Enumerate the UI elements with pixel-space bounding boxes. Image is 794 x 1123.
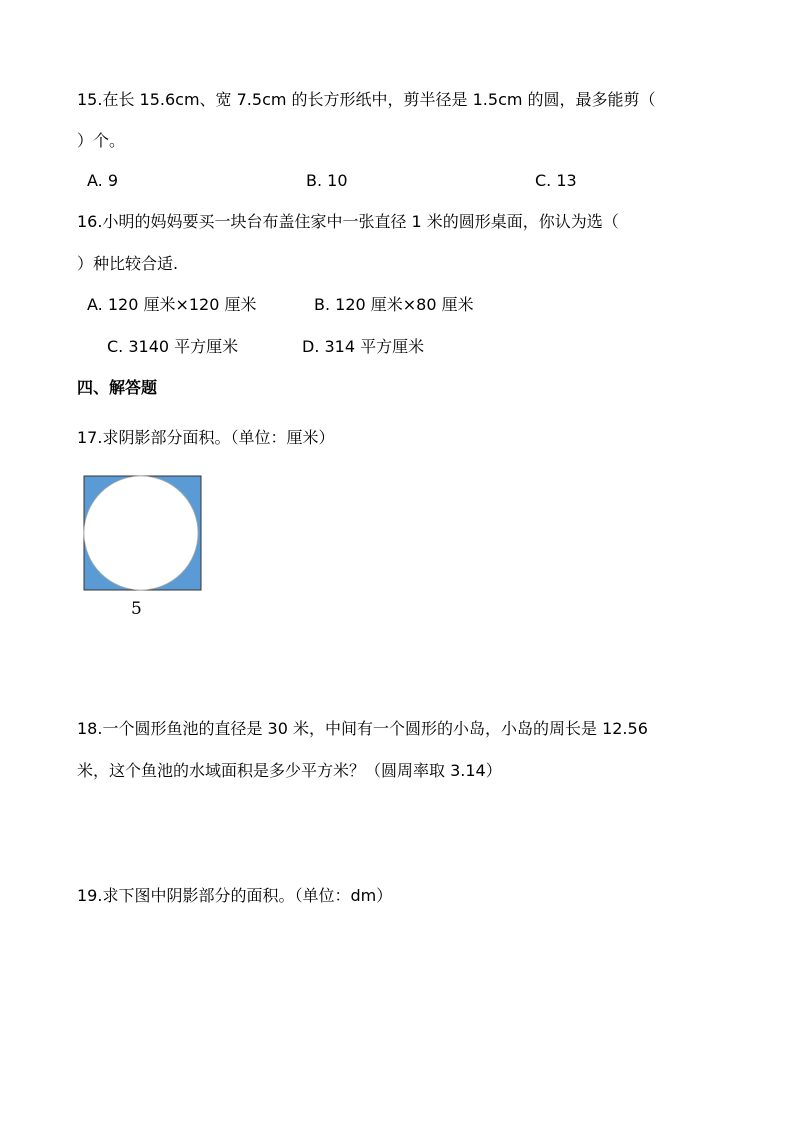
q16-option-a: A. 120 厘米×120 厘米 <box>87 295 257 314</box>
q19-stem: 19.求下图中阴影部分的面积。（单位：dm） <box>77 886 393 905</box>
q16-stem-line2: ）种比较合适. <box>77 254 179 273</box>
q18-stem-line1: 18.一个圆形鱼池的直径是 30 米，中间有一个圆形的小岛，小岛的周长是 12.56 <box>77 719 648 738</box>
q16-stem-line1: 16.小明的妈妈要买一块台布盖住家中一张直径 1 米的圆形桌面，你认为选（ <box>77 212 619 231</box>
q15-option-a: A. 9 <box>87 171 119 190</box>
q15-option-b: B. 10 <box>306 171 348 190</box>
white-circle <box>84 476 198 590</box>
q16-option-b: B. 120 厘米×80 厘米 <box>314 295 474 314</box>
q17-stem: 17.求阴影部分面积。（单位：厘米） <box>77 428 335 447</box>
q17-square-circle-figure <box>82 475 204 593</box>
q17-side-length-label: 5 <box>131 599 142 619</box>
q15-stem-line2: ）个。 <box>77 131 126 150</box>
q15-stem-line1: 15.在长 15.6cm、宽 7.5cm 的长方形纸中，剪半径是 1.5cm 的圆，最多能剪（ <box>77 90 656 109</box>
q16-option-c: C. 3140 平方厘米 <box>107 337 239 356</box>
q15-option-c: C. 13 <box>535 171 577 190</box>
q18-stem-line2: 米，这个鱼池的水域面积是多少平方米？（圆周率取 3.14） <box>77 761 502 780</box>
q16-option-d: D. 314 平方厘米 <box>302 337 425 356</box>
section-heading-answer-questions: 四、解答题 <box>77 378 158 397</box>
